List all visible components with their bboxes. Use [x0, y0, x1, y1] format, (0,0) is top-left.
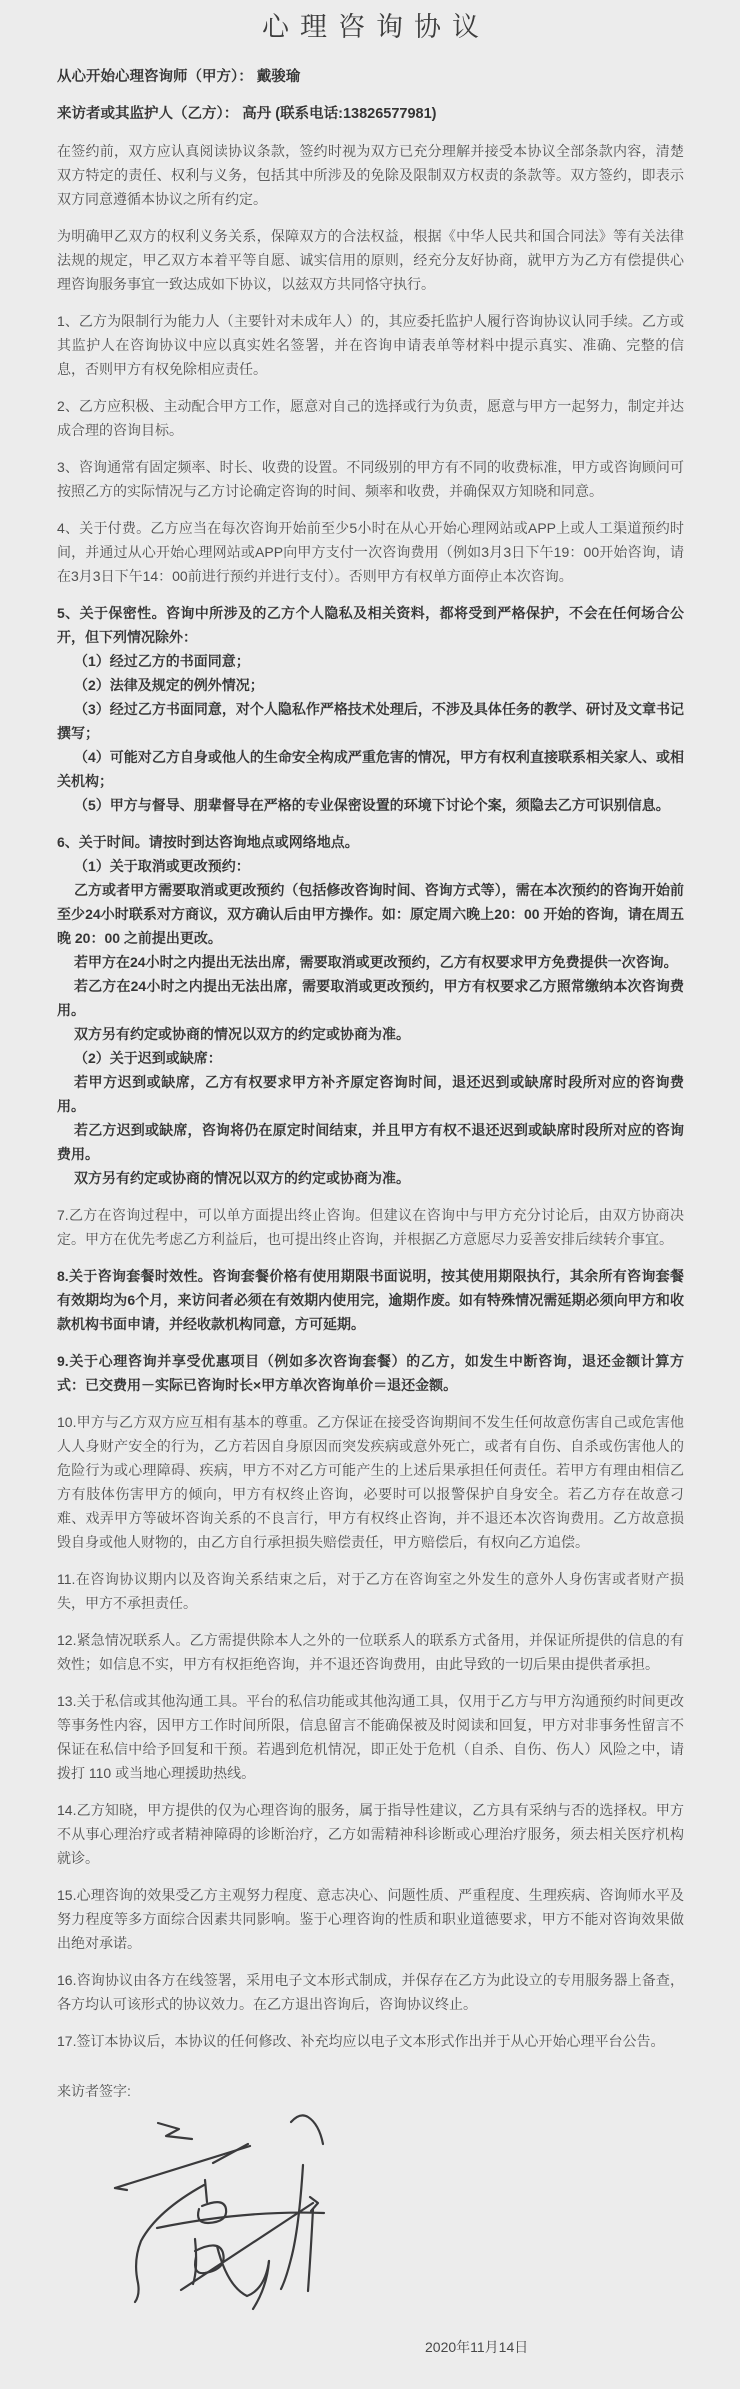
paragraph: 若乙方在24小时之内提出无法出席，需要取消或更改预约，甲方有权要求乙方照常缴纳本次咨询费用。	[57, 978, 684, 1018]
paragraph: 13.关于私信或其他沟通工具。平台的私信功能或其他沟通工具，仅用于乙方与甲方沟通预约时间更改等事务性内容，因甲方工作时间所限，信息留言不能确保被及时阅读和回复，甲方对非事务性留言不保证在私信中给予回复和干预。若遇到危机情况，即正处于危机（自杀、自伤、伤人）风险之中，请拨打 110 或当地心理援助热线。	[57, 1693, 684, 1781]
paragraph: 10.甲方与乙方双方应互相有基本的尊重。乙方保证在接受咨询期间不发生任何故意伤害自己或危害他人人身财产安全的行为，乙方若因自身原因而突发疾病或意外死亡，或者有自伤、自杀或伤害他人的危险行为或心理障碍、疾病，甲方不对乙方可能产生的上述后果承担任何责任。若甲方有理由相信乙方有肢体伤害甲方的倾向，甲方有权终止咨询，必要时可以报警保护自身安全。若乙方存在故意刁难、戏弄甲方等破坏咨询关系的不良言行，甲方有权终止咨询，并不退还本次咨询费用。乙方故意损毁自身或他人财物的，由乙方自行承担损失赔偿责任，甲方赔偿后，有权向乙方追偿。	[57, 1414, 684, 1550]
paragraph: 为明确甲乙双方的权利义务关系，保障双方的合法权益，根据《中华人民共和国合同法》等有关法律法规的规定，甲乙双方本着平等自愿、诚实信用的原则，经充分友好协商，就甲方为乙方有偿提供心理咨询服务事宜一致达成如下协议，以兹双方共同恪守执行。	[57, 228, 684, 292]
paragraph: （4）可能对乙方自身或他人的生命安全构成严重危害的情况，甲方有权利直接联系相关家人、或相关机构；	[57, 749, 684, 789]
paragraph: 5、关于保密性。咨询中所涉及的乙方个人隐私及相关资料，都将受到严格保护，不会在任何场合公开，但下列情况除外：	[57, 605, 684, 645]
signature-area	[95, 2109, 337, 2321]
paragraph: 双方另有约定或协商的情况以双方的约定或协商为准。	[74, 1026, 410, 1042]
signature-drawing	[95, 2109, 337, 2321]
page-title: 心理咨询协议	[262, 12, 490, 42]
paragraph: （2）关于迟到或缺席：	[74, 1050, 222, 1066]
agreement-paragraphs	[57, 139, 684, 2053]
paragraph: （5）甲方与督导、朋辈督导在严格的专业保密设置的环境下讨论个案，须隐去乙方可识别信息。	[74, 797, 670, 813]
paragraph: 双方另有约定或协商的情况以双方的约定或协商为准。	[74, 1170, 410, 1186]
paragraph: 15.心理咨询的效果受乙方主观努力程度、意志决心、问题性质、严重程度、生理疾病、咨询师水平及努力程度等多方面综合因素共同影响。鉴于心理咨询的性质和职业道德要求，甲方不能对咨询效果做出绝对承诺。	[57, 1887, 684, 1951]
agreement-date: 2020年11月14日	[425, 2339, 529, 2355]
paragraph: （1）关于取消或更改预约：	[74, 858, 250, 874]
party-b-line: 来访者或其监护人（乙方）： 高丹 (联系电话:13826577981)	[57, 106, 437, 122]
paragraph: 9.关于心理咨询并享受优惠项目（例如多次咨询套餐）的乙方，如发生中断咨询，退还金额计算方式：已交费用－实际已咨询时长×甲方单次咨询单价＝退还金额。	[57, 1353, 684, 1393]
paragraph: 3、咨询通常有固定频率、时长、收费的设置。不同级别的甲方有不同的收费标准，甲方或咨询顾问可按照乙方的实际情况与乙方讨论确定咨询的时间、频率和收费，并确保双方知晓和同意。	[57, 459, 684, 499]
paragraph: 乙方或者甲方需要取消或更改预约（包括修改咨询时间、咨询方式等），需在本次预约的咨询开始前至少24小时联系对方商议，双方确认后由甲方操作。如：原定周六晚上20：00 开始的咨询，请在周五晚 20：00 之前提出更改。	[57, 882, 684, 946]
paragraph: （3）经过乙方书面同意，对个人隐私作严格技术处理后，不涉及具体任务的教学、研讨及文章书记撰写；	[57, 701, 684, 741]
paragraph: 14.乙方知晓，甲方提供的仅为心理咨询的服务，属于指导性建议，乙方具有采纳与否的选择权。甲方不从事心理治疗或者精神障碍的诊断治疗，乙方如需精神科诊断或心理治疗服务，须去相关医疗机构就诊。	[57, 1802, 684, 1866]
paragraph: 在签约前，双方应认真阅读协议条款，签约时视为双方已充分理解并接受本协议全部条款内容，清楚双方特定的责任、权利与义务，包括其中所涉及的免除及限制双方权责的条款等。双方签约，即表示双方同意遵循本协议之所有约定。	[57, 143, 684, 207]
paragraph: 7.乙方在咨询过程中，可以单方面提出终止咨询。但建议在咨询中与甲方充分讨论后，由双方协商决定。甲方在优先考虑乙方利益后，也可提出终止咨询，并根据乙方意愿尽力妥善安排后续转介事宜。	[57, 1207, 684, 1247]
paragraph: 11.在咨询协议期内以及咨询关系结束之后，对于乙方在咨询室之外发生的意外人身伤害或者财产损失，甲方不承担责任。	[57, 1571, 684, 1611]
paragraph: 若乙方迟到或缺席，咨询将仍在原定时间结束，并且甲方有权不退还迟到或缺席时段所对应的咨询费用。	[57, 1122, 684, 1162]
paragraph: 8.关于咨询套餐时效性。咨询套餐价格有使用期限书面说明，按其使用期限执行，其余所有咨询套餐有效期均为6个月，来访问者必须在有效期内使用完，逾期作废。如有特殊情况需延期必须向甲方和收款机构书面申请，并经收款机构同意，方可延期。	[57, 1268, 684, 1332]
visitor-signature-label: 来访者签字:	[57, 2083, 131, 2099]
paragraph: 2、乙方应积极、主动配合甲方工作，愿意对自己的选择或行为负责，愿意与甲方一起努力，制定并达成合理的咨询目标。	[57, 398, 684, 438]
paragraph: 6、关于时间。请按时到达咨询地点或网络地点。	[57, 834, 359, 850]
paragraph: 17.签订本协议后，本协议的任何修改、补充均应以电子文本形式作出并于从心开始心理平台公告。	[57, 2033, 665, 2049]
paragraph: 1、乙方为限制行为能力人（主要针对未成年人）的，其应委托监护人履行咨询协议认同手续。乙方或其监护人在咨询协议中应以真实姓名签署，并在咨询申请表单等材料中提示真实、准确、完整的信息，否则甲方有权免除相应责任。	[57, 313, 684, 377]
paragraph: （1）经过乙方的书面同意；	[74, 653, 250, 669]
paragraph: （2）法律及规定的例外情况；	[74, 677, 264, 693]
party-a-line: 从心开始心理咨询师（甲方）： 戴骏瑜	[57, 69, 301, 85]
paragraph: 12.紧急情况联系人。乙方需提供除本人之外的一位联系人的联系方式备用，并保证所提供的信息的有效性；如信息不实，甲方有权拒绝咨询，并不退还咨询费用，由此导致的一切后果由提供者承担。	[57, 1632, 684, 1672]
paragraph: 若甲方迟到或缺席，乙方有权要求甲方补齐原定咨询时间，退还迟到或缺席时段所对应的咨询费用。	[57, 1074, 684, 1114]
paragraph: 16.咨询协议由各方在线签署，采用电子文本形式制成，并保存在乙方为此设立的专用服务器上备查，各方均认可该形式的协议效力。在乙方退出咨询后，咨询协议终止。	[57, 1972, 684, 2012]
paragraph: 若甲方在24小时之内提出无法出席，需要取消或更改预约，乙方有权要求甲方免费提供一次咨询。	[74, 954, 678, 970]
paragraph: 4、关于付费。乙方应当在每次咨询开始前至少5小时在从心开始心理网站或APP上或人工渠道预约时间，并通过从心开始心理网站或APP向甲方支付一次咨询费用（例如3月3日下午19：00开始咨询，请在3月3日下午14：00前进行预约并进行支付）。否则甲方有权单方面停止本次咨询。	[57, 520, 684, 584]
